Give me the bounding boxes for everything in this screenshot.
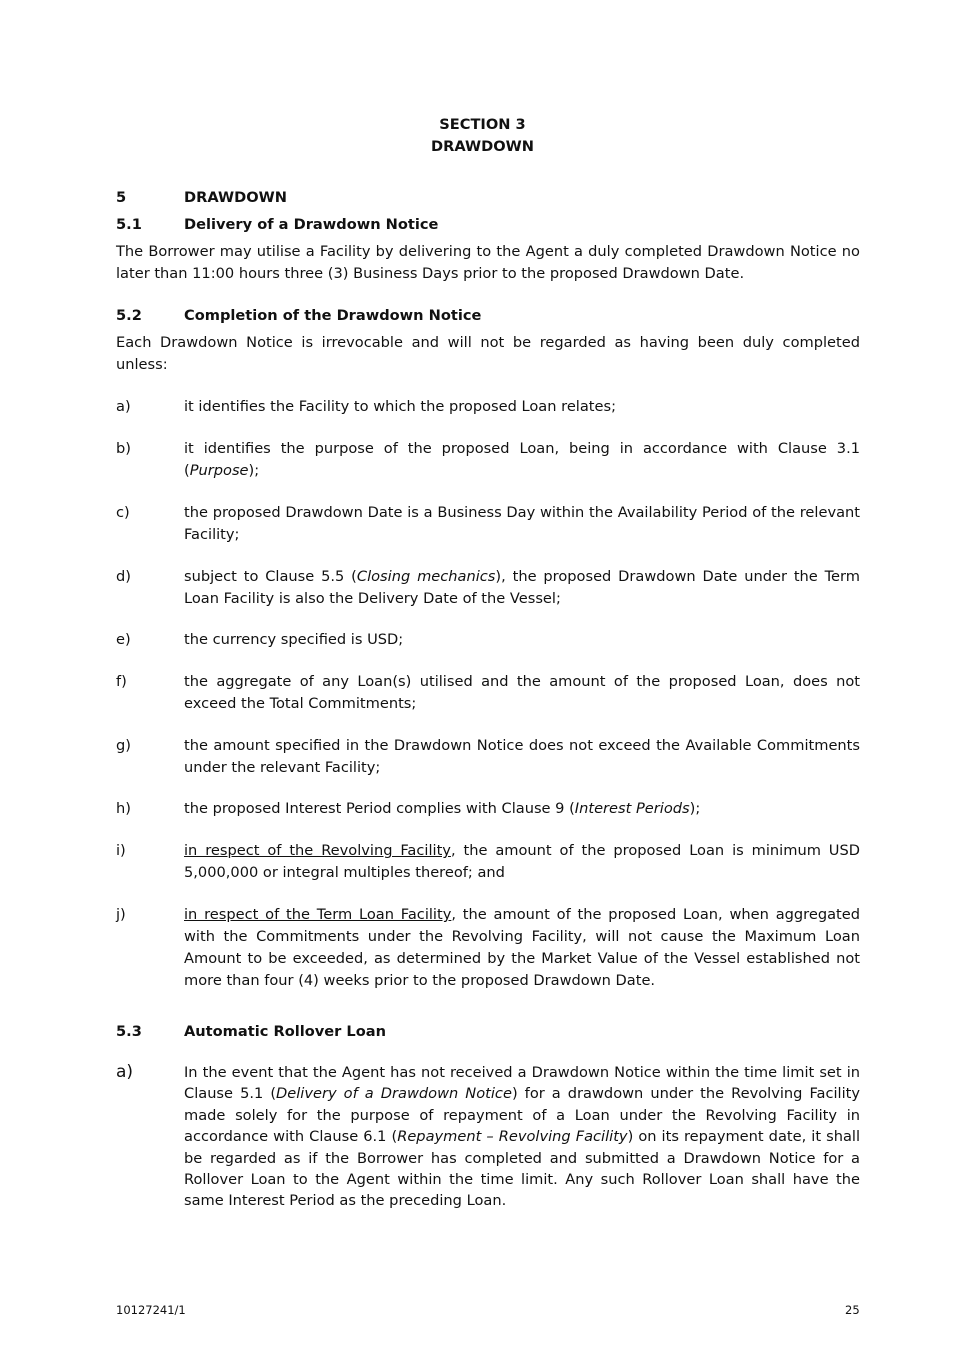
list-item-text: it identifies the Facility to which the proposed Loan relates;: [184, 398, 617, 415]
list-item-label: b): [116, 440, 131, 457]
list-item-text: the proposed Drawdown Date is a Business Day within the Availability Period of the relevant Facility;: [184, 504, 860, 543]
list-item-label: d): [116, 568, 131, 585]
clause-5-2-intro: Each Drawdown Notice is irrevocable and will not be regarded as having been duly completed unless:: [116, 334, 860, 373]
list-item-label: g): [116, 737, 131, 754]
section-title: DRAWDOWN: [431, 138, 534, 155]
list-item-text: it identifies the purpose of the proposed Loan, being in accordance with Clause 3.1 (Purpose);: [184, 440, 860, 479]
list-item-label: a): [116, 398, 131, 415]
clause-5-3-text: In the event that the Agent has not received a Drawdown Notice within the time limit set in Clause 5.1 (Delivery of a Drawdown Notice) for a drawdown under the Revolving Facility made solely for the purpose of repayment of a Loan under the Revolving Facility in accordance with Clause 6.1 (Repayment – Revolving Facility) on its repayment date, it shall be regarded as if the Borrower has completed and submitted a Drawdown Notice for a Rollover Loan to the Agent within the time limit. Any such Rollover Loan shall have the same Interest Period as the preceding Loan.: [184, 1064, 861, 1210]
section-heading: [0, 114, 965, 158]
list-item-label: i): [116, 842, 126, 859]
list-item-text: the amount specified in the Drawdown Notice does not exceed the Available Commitments under the relevant Facility;: [184, 737, 860, 776]
list-item-text: the aggregate of any Loan(s) utilised and the amount of the proposed Loan, does not exceed the Total Commitments;: [184, 673, 860, 712]
list-item-text: subject to Clause 5.5 (Closing mechanics), the proposed Drawdown Date under the Term Loan Facility is also the Delivery Date of the Vessel;: [184, 568, 860, 607]
clause-5-2-number: 5.2: [116, 307, 142, 324]
section-number: SECTION 3: [439, 116, 526, 133]
list-item-label: f): [116, 673, 127, 690]
list-item-text: the currency specified is USD;: [184, 631, 404, 648]
list-item-label: h): [116, 800, 131, 817]
list-item-label: a): [116, 1062, 134, 1082]
clause-5-number: 5: [116, 189, 127, 206]
document-reference: 10127241/1: [116, 1303, 186, 1317]
clause-5-2-title: Completion of the Drawdown Notice: [184, 307, 482, 324]
clause-5-3-title: Automatic Rollover Loan: [184, 1023, 386, 1040]
list-item-label: c): [116, 504, 130, 521]
list-item-text: in respect of the Term Loan Facility, the amount of the proposed Loan, when aggregated with the Commitments under the Revolving Facility, will not cause the Maximum Loan Amount to be exceeded, as determined by the Market Value of the Vessel established not more than four (4) weeks prior to the proposed Drawdown Date.: [184, 906, 860, 989]
list-item-label: e): [116, 631, 131, 648]
clause-5-title: DRAWDOWN: [184, 189, 287, 206]
list-item-text: the proposed Interest Period complies with Clause 9 (Interest Periods);: [184, 800, 701, 817]
clause-5-1-text: The Borrower may utilise a Facility by delivering to the Agent a duly completed Drawdown Notice no later than 11:00 hours three (3) Business Days prior to the proposed Drawdown Date.: [116, 243, 860, 282]
clause-5-3-number: 5.3: [116, 1023, 142, 1040]
list-item-text: in respect of the Revolving Facility, the amount of the proposed Loan is minimum USD 5,000,000 or integral multiples thereof; and: [184, 842, 860, 881]
page-number: 25: [845, 1303, 860, 1317]
clause-5-1-number: 5.1: [116, 216, 142, 233]
clause-5-1-title: Delivery of a Drawdown Notice: [184, 216, 439, 233]
list-item-label: j): [116, 906, 126, 923]
